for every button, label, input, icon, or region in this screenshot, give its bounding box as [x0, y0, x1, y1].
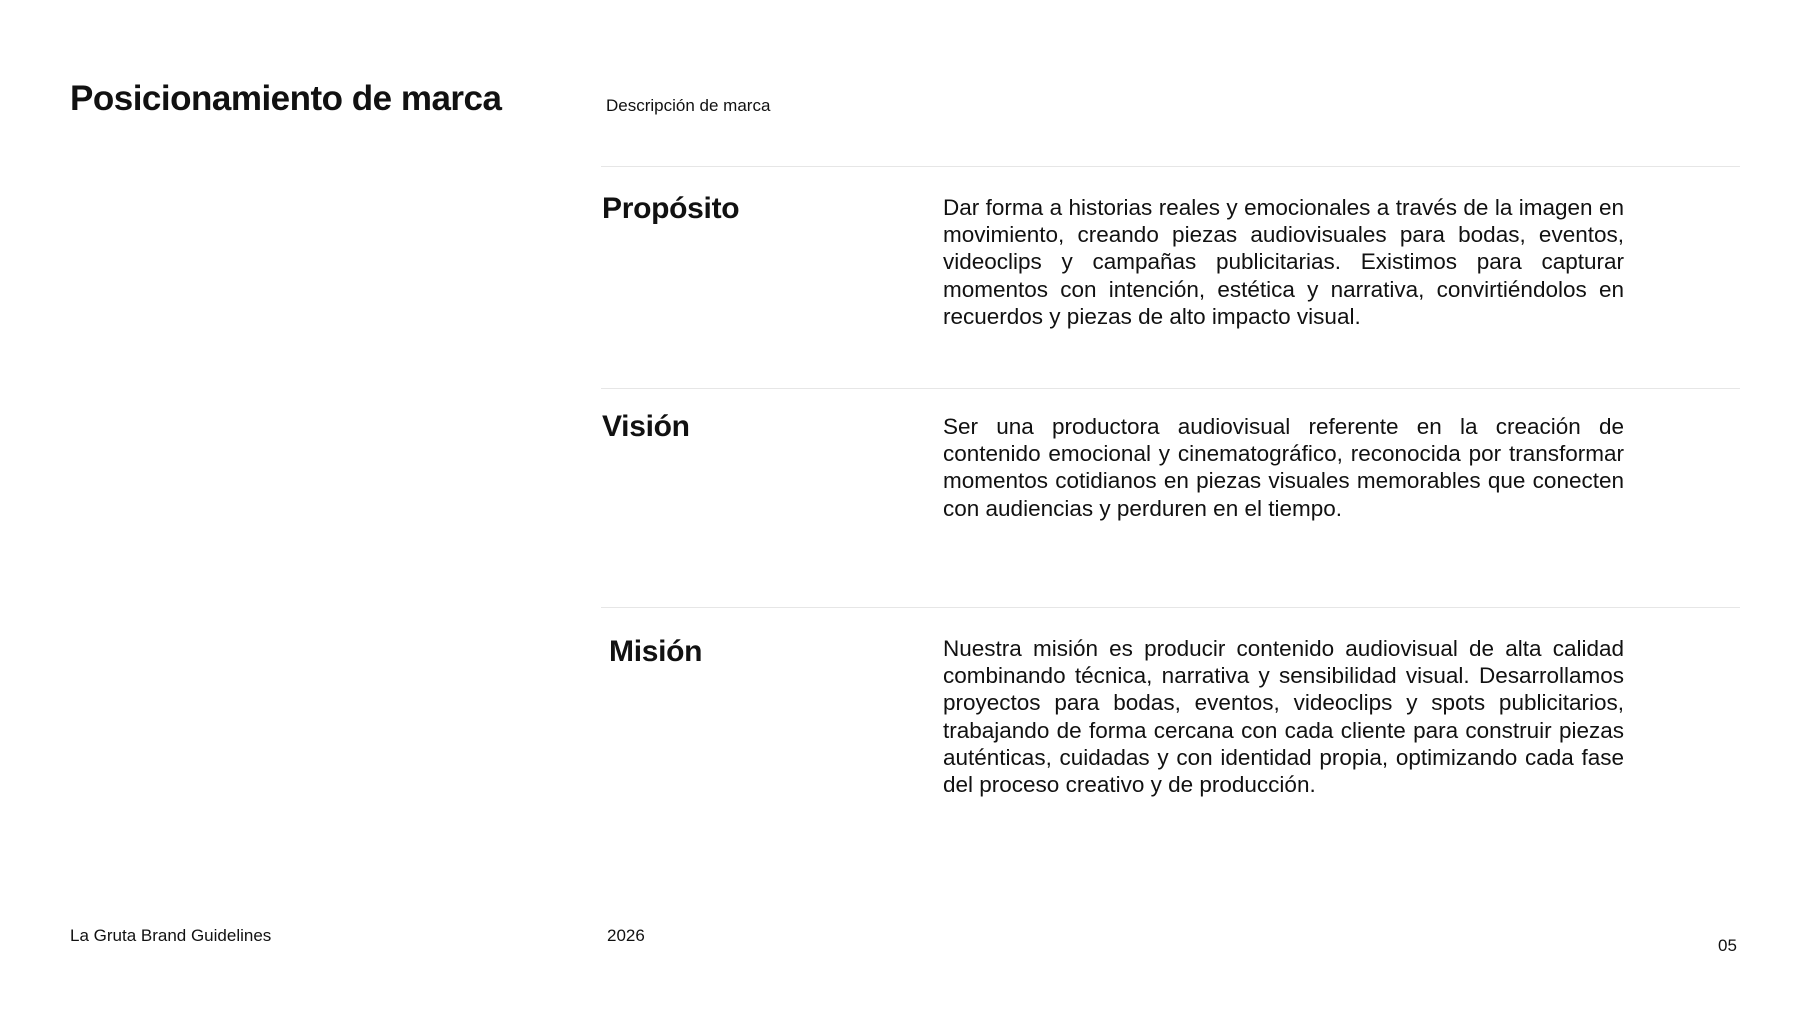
mision-text: Nuestra misión es producir contenido audiovisual de alta calidad combinando técnica, narrativa y sensibilidad visual. Desarrollamos proyectos para bodas, eventos, videoclips y spots publicitarios, trabajando de forma cercana con cada cliente para construir piezas auténticas, cuidadas y con identidad propia, optimizando cada fase del proceso creativo y de producción. [943, 636, 1624, 798]
divider [601, 166, 1740, 167]
vision-text: Ser una productora audiovisual referente en la creación de contenido emocional y cinematográfico, reconocida por transformar momentos cotidianos en piezas visuales memorables que conecten con audiencias y perduren en el tiempo. [943, 414, 1624, 521]
proposito-heading: Propósito [602, 192, 740, 225]
proposito-text: Dar forma a historias reales y emocionales a través de la imagen en movimiento, creando piezas audiovisuales para bodas, eventos, videoclips y campañas publicitarias. Existimos para capturar momentos con intención, estética y narrativa, convirtiéndolos en recuerdos y piezas de alto impacto visual. [943, 195, 1624, 329]
footer-brand: La Gruta Brand Guidelines [70, 926, 272, 945]
footer-year: 2026 [607, 926, 645, 945]
section-label: Descripción de marca [606, 96, 771, 115]
divider [601, 607, 1740, 608]
page-number: 05 [1718, 936, 1737, 955]
vision-heading: Visión [602, 410, 690, 443]
mision-heading: Misión [609, 635, 703, 668]
page-title: Posicionamiento de marca [70, 79, 502, 118]
divider [601, 388, 1740, 389]
